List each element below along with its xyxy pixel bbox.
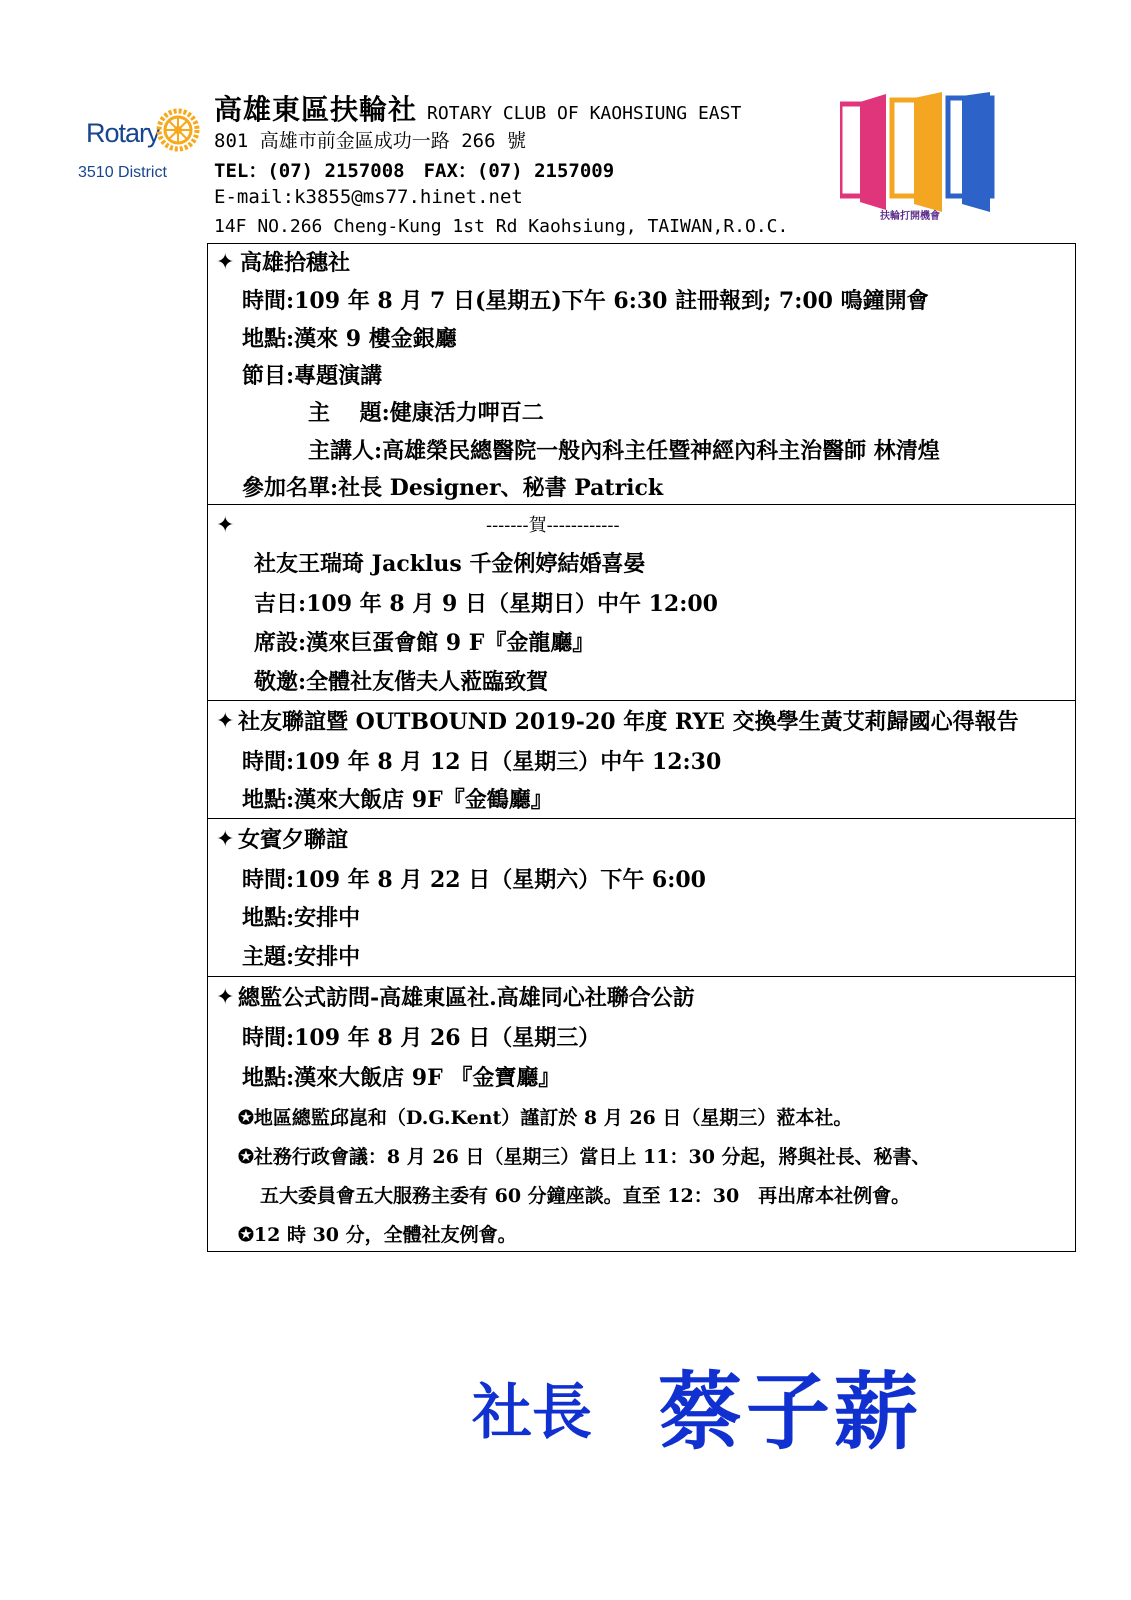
wedding-date: 吉日:109 年 8 月 9 日（星期日）中午 12:00 (254, 591, 718, 617)
club-title (214, 88, 741, 128)
wedding-invitation: 敬邀:全體社友偕夫人蒞臨致賀 (254, 669, 549, 695)
section-title: 高雄拾穗社 (240, 250, 351, 276)
star-bullet-icon: ✦ (216, 513, 235, 538)
section-rye-report (208, 701, 1075, 819)
meeting-time: 時間:109 年 8 月 7 日(星期五)下午 6:30 註冊報到; 7:00 鳴鐘開會 (242, 288, 929, 314)
section-title: 社友聯誼暨 OUTBOUND 2019-20 年度 RYE 交換學生黃艾莉歸國心得報告 (238, 709, 1019, 735)
section-wedding-congrats (208, 505, 1075, 701)
phone-fax: TEL：(07) 2157008 FAX：(07) 2157009 (214, 160, 615, 182)
meeting-time: 時間:109 年 8 月 12 日（星期三）中午 12:30 (242, 749, 722, 775)
attendees: 參加名單:社長 Designer、秘書 Patrick (242, 475, 664, 501)
star-bullet-icon: ✦ (216, 985, 235, 1010)
meeting-time: 時間:109 年 8 月 22 日（星期六）下午 6:00 (242, 867, 706, 893)
congrats-heading: -------賀------------ (486, 515, 620, 536)
speaker: 主講人:高雄榮民總醫院一般內科主任暨神經內科主治醫師 林清煌 (308, 438, 940, 464)
regular-meeting-note: ✪12 時 30 分，全體社友例會。 (238, 1224, 517, 1246)
signature-title: 社長 (472, 1378, 592, 1448)
board-meeting-note-cont: 五大委員會五大服務主委有 60 分鐘座談。直至 12：30 再出席本社例會。 (260, 1185, 911, 1207)
doors-logo-caption: 扶輪打開機會 (880, 211, 940, 222)
district-label: 3510 District (78, 164, 167, 181)
topic: 主 題:健康活力呷百二 (308, 400, 544, 426)
rotary-wheel-icon (156, 108, 200, 152)
rotary-wordmark: Rotary (86, 118, 160, 148)
wedding-venue: 席設:漢來巨蛋會館 9 F『金龍廳』 (254, 630, 595, 656)
star-bullet-icon: ✦ (216, 709, 235, 734)
program: 節目:專題演講 (242, 363, 383, 389)
governor-note: ✪地區總監邱崑和（D.G.Kent）謹訂於 8 月 26 日（星期三）蒞本社。 (238, 1107, 853, 1129)
section-kaohsiung-shisui (208, 244, 1075, 505)
rotary-logo (76, 108, 196, 188)
meeting-place: 地點:漢來大飯店 9F 『金寶廳』 (242, 1065, 561, 1091)
club-name-zh: 高雄東區扶輪社 (214, 93, 418, 126)
board-meeting-note: ✪社務行政會議：8 月 26 日（星期三）當日上 11：30 分起，將與社長、秘書、 (238, 1146, 931, 1168)
address-zh: 801 高雄市前金區成功一路 266 號 (214, 130, 526, 152)
meeting-place: 地點:漢來 9 樓金銀廳 (242, 326, 457, 352)
star-bullet-icon: ✦ (216, 250, 235, 275)
section-title: 總監公式訪問-高雄東區社.高雄同心社聯合公訪 (238, 985, 695, 1011)
opportunity-doors-logo (840, 92, 1000, 222)
meeting-place: 地點:漢來大飯店 9F『金鶴廳』 (242, 787, 553, 813)
address-en: 14F NO.266 Cheng-Kung 1st Rd Kaohsiung, TAIWAN,R.O.C. (214, 216, 789, 237)
meeting-time: 時間:109 年 8 月 26 日（星期三） (242, 1025, 601, 1051)
star-bullet-icon: ✦ (216, 827, 235, 852)
section-title: 女賓夕聯誼 (238, 827, 349, 853)
email: E-mail:k3855@ms77.hinet.net (214, 186, 523, 208)
section-ladies-night (208, 819, 1075, 977)
club-name-en: ROTARY CLUB OF KAOHSIUNG EAST (427, 103, 742, 124)
section-governor-visit (208, 977, 1075, 1251)
meeting-place: 地點:安排中 (242, 905, 361, 931)
meeting-theme: 主題:安排中 (242, 944, 361, 970)
signature-name: 蔡子薪 (658, 1363, 923, 1461)
schedule-table (207, 243, 1076, 1252)
wedding-announcement: 社友王瑞琦 Jacklus 千金俐婷結婚喜晏 (254, 551, 646, 577)
